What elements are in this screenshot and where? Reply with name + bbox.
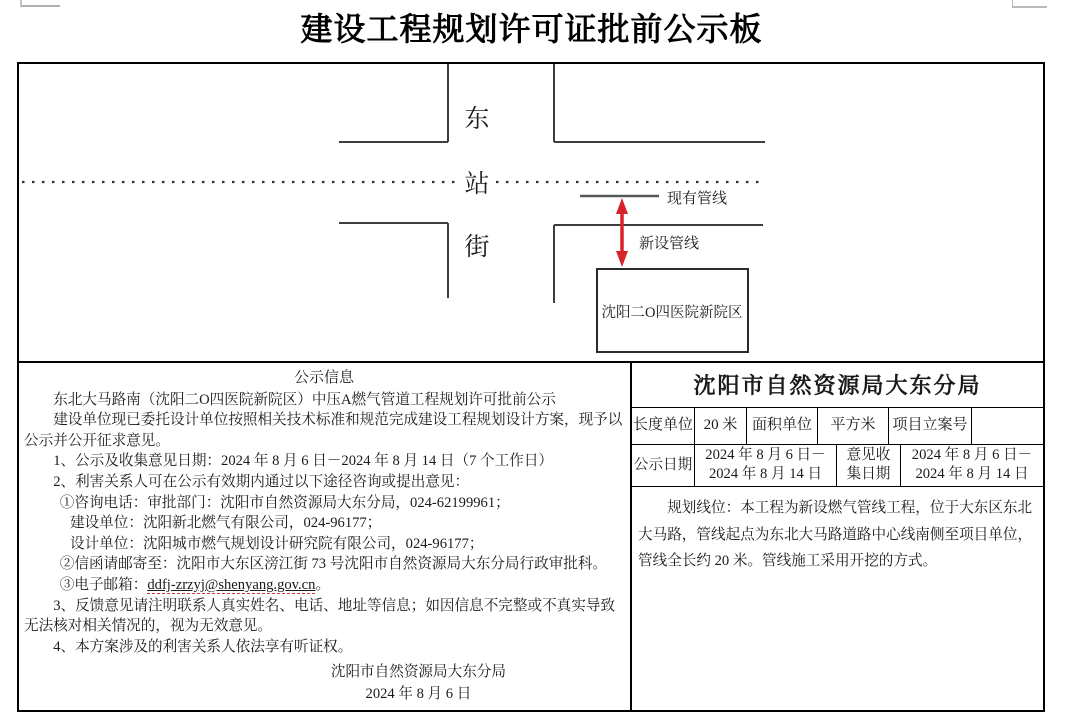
publicity-date-line: 2024 年 8 月 14 日 [708, 466, 823, 483]
street-name-char: 站 [464, 171, 490, 198]
collection-date-label-line: 意见收 [846, 447, 891, 464]
case-number-label: 项目立案号 [889, 408, 972, 444]
location-diagram [19, 64, 1043, 363]
publicity-date-line: 2024 年 8 月 6 日－ [705, 447, 826, 464]
board-bottom-section [19, 363, 1043, 710]
collection-date-value [901, 445, 1043, 487]
collection-date-line: 2024 年 8 月 6 日－ [911, 447, 1033, 464]
area-unit-value: 平方米 [818, 408, 889, 444]
notice-item-1: 1、公示及收集意见日期：2024 年 8 月 6 日－2024 年 8 月 14 日（7 个工作日） [53, 453, 554, 470]
email-label: ③电子邮箱： [59, 576, 148, 593]
contact-designer-line: 设计单位：沈阳城市燃气规划设计研究院有限公司，024-96177； [69, 535, 484, 552]
notice-info-section [19, 363, 632, 710]
publicity-date-label: 公示日期 [632, 445, 695, 487]
notice-intro: 建设单位现已委托设计单位按照相关技术标准和规范完成建设工程规划设计方案，现予以公示并公开征求意见。 [24, 412, 623, 449]
contact-builder-line: 建设单位：沈阳新北燃气有限公司，024-96177； [69, 515, 382, 532]
mail-address-line: ②信函请邮寄至：沈阳市大东区滂江街 73 号沈阳市自然资源局大东分局行政审批科。 [59, 556, 608, 573]
units-row [632, 408, 1043, 445]
publicity-date-value [695, 445, 837, 487]
signature-date: 2024 年 8 月 6 日 [365, 686, 472, 703]
existing-pipeline-label: 现有管线 [667, 191, 728, 207]
email-line-period: 。 [315, 576, 331, 593]
notice-board [17, 62, 1045, 712]
notice-item-4: 4、本方案涉及的利害关系人依法享有听证权。 [53, 638, 353, 655]
page-title: 建设工程规划许可证批前公示板 [300, 11, 763, 47]
new-pipeline-arrow [616, 198, 628, 267]
collection-date-label [837, 445, 901, 487]
dates-row [632, 445, 1043, 488]
contact-phone-line: ①咨询电话：审批部门：沈阳市自然资源局大东分局，024-62199961； [59, 494, 510, 511]
collection-date-line: 2024 年 8 月 14 日 [915, 466, 1029, 483]
bureau-header: 沈阳市自然资源局大东分局 [632, 363, 1043, 408]
notice-item-2: 2、利害关系人可在公示有效期内通过以下途径咨询或提出意见： [53, 473, 470, 490]
notice-subject: 东北大马路南（沈阳二O四医院新院区）中压A燃气管道工程规划许可批前公示 [53, 391, 556, 408]
signature-block [331, 661, 506, 705]
length-unit-label: 长度单位 [632, 408, 695, 444]
email-line [60, 575, 624, 596]
building-label: 沈阳二O四医院新院区 [601, 305, 743, 321]
signature-org: 沈阳市自然资源局大东分局 [330, 664, 506, 681]
notice-info-heading: 公示信息 [293, 370, 354, 386]
street-name-char: 东 [464, 106, 490, 133]
street-name-char: 街 [464, 234, 490, 261]
street-outline [339, 64, 765, 303]
length-unit-value: 20 米 [695, 408, 747, 444]
notice-item-3: 3、反馈意见请注明联系人真实姓名、电话、地址等信息；如因信息不完整或不真实导致无法核对相关情况的，视为无效意见。 [24, 597, 616, 635]
case-number-value [972, 408, 1043, 444]
new-pipeline-label: 新设管线 [639, 236, 700, 252]
bureau-panel [632, 363, 1043, 710]
email-address: ddfj-zrzyj@shenyang.gov.cn [147, 576, 316, 593]
collection-date-label-line: 集日期 [846, 466, 891, 483]
planning-description: 规划线位：本工程为新设燃气管线工程，位于大东区东北大马路，管线起点为东北大马路道路中心线南侧至项目单位，管线全长约 20 米。管线施工采用开挖的方式。 [638, 500, 1033, 569]
area-unit-label: 面积单位 [747, 408, 818, 444]
